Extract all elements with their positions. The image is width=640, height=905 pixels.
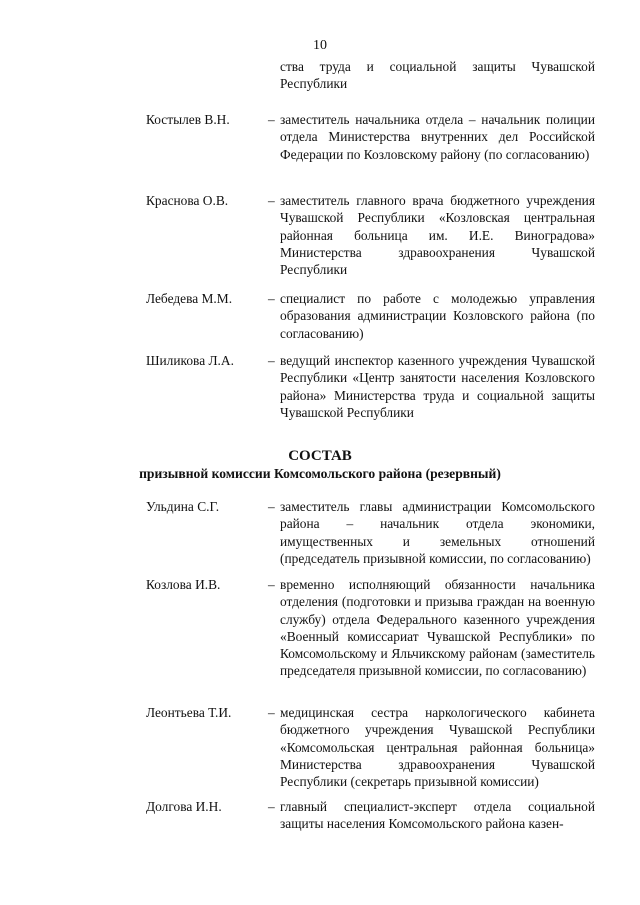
member-dash: – — [268, 705, 275, 720]
member-dash: – — [268, 112, 275, 127]
member-description: главный специалист-эксперт отдела социальной защиты населения Комсомольского района казен- — [280, 799, 595, 832]
member-dash: – — [268, 577, 275, 592]
member-description: заместитель начальника отдела – начальник полиции отдела Министерства внутренних дел Российской Федерации по Козловскому району (по согласованию) — [280, 112, 595, 162]
member-name: Лебедева М.М. — [146, 291, 233, 306]
member-name: Шиликова Л.А. — [146, 353, 234, 368]
member-name: Долгова И.Н. — [146, 799, 222, 814]
member-dash: – — [268, 291, 275, 306]
member-dash: – — [268, 193, 275, 208]
page-number: 10 — [313, 38, 327, 53]
section-subtitle: призывной комиссии Комсомольского района (резервный) — [139, 466, 501, 481]
member-description: медицинская сестра наркологического кабинета бюджетного учреждения Чувашской Республики «Комсомольская центральная районная больница» Министерства здравоохранения Чувашской Республики (секретарь призывной комиссии) — [280, 705, 595, 790]
member-dash: – — [268, 353, 275, 368]
member-name: Леонтьева Т.И. — [146, 705, 232, 720]
member-name: Краснова О.В. — [146, 193, 229, 208]
member-dash: – — [268, 799, 275, 814]
member-name: Костылев В.Н. — [146, 112, 230, 127]
member-name: Козлова И.В. — [146, 577, 221, 592]
section-title: СОСТАВ — [288, 448, 352, 464]
member-description: временно исполняющий обязанности начальника отделения (подготовки и призыва граждан на военную службу) отдела Федерального казенного учреждения «Военный комиссариат Чувашской Республики» по Комсомольскому и Яльчикскому районам (заместитель председателя призывной комиссии, по согласованию) — [280, 577, 595, 679]
member-name: Ульдина С.Г. — [146, 499, 220, 514]
member-description: специалист по работе с молодежью управления образования администрации Козловского района (по согласованию) — [280, 291, 595, 341]
member-description: ведущий инспектор казенного учреждения Чувашской Республики «Центр занятости населения Козловского района» Министерства труда и социальной защиты Чувашской Республики — [280, 353, 595, 420]
member-description: заместитель главы администрации Комсомольского района – начальник отдела экономики, имущественных и земельных отношений (председатель призывной комиссии, по согласованию) — [280, 499, 595, 566]
continuation-text: ства труда и социальной защиты Чувашской Республики — [280, 59, 595, 92]
member-description: заместитель главного врача бюджетного учреждения Чувашской Республики «Козловская центральная районная больница им. И.Е. Виноградова» Министерства здравоохранения Чувашской Республики — [280, 193, 595, 278]
member-dash: – — [268, 499, 275, 514]
